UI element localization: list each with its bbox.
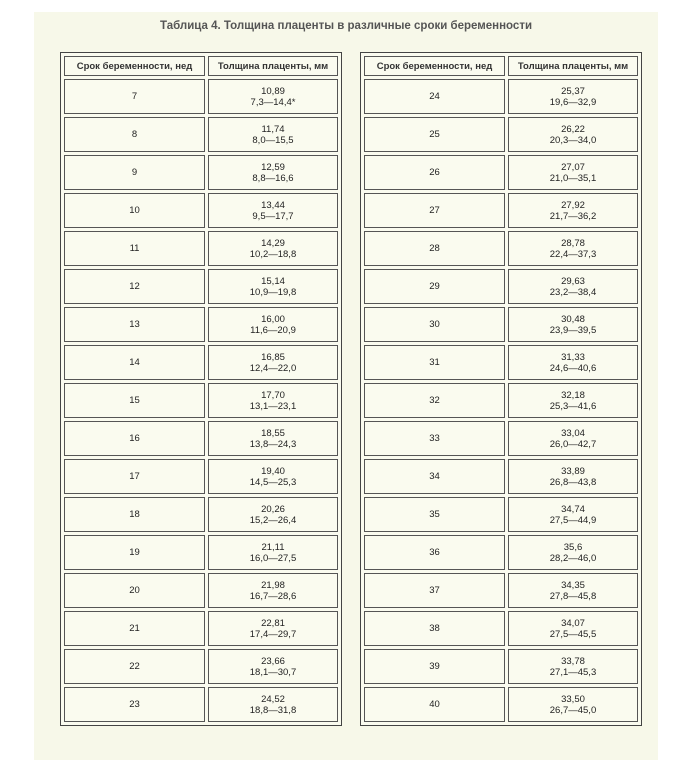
table-left-body: [64, 79, 338, 722]
thickness-range: 11,6—20,9: [250, 324, 296, 336]
table-row: [64, 193, 338, 228]
thickness-cell: [508, 687, 638, 722]
thickness-mean: 25,37: [561, 85, 585, 97]
thickness-range: 28,2—46,0: [549, 552, 597, 564]
table-row: [364, 687, 638, 722]
thickness-cell: [508, 497, 638, 532]
table-row: [64, 573, 338, 608]
thickness-range: 23,2—38,4: [549, 286, 597, 298]
column-header-thickness: Толщина плаценты, мм: [508, 56, 638, 76]
thickness-range: 21,7—36,2: [549, 210, 597, 222]
thickness-mean: 34,07: [561, 617, 585, 629]
thickness-range: 17,4—29,7: [249, 628, 297, 640]
table-row: [64, 155, 338, 190]
thickness-range: 15,2—26,4: [249, 514, 297, 526]
thickness-range: 16,0—27,5: [249, 552, 297, 564]
thickness-range: 23,9—39,5: [549, 324, 597, 336]
thickness-cell: [508, 459, 638, 494]
thickness-mean: 28,78: [561, 237, 585, 249]
thickness-range: 26,7—45,0: [549, 704, 597, 716]
table-row: [364, 573, 638, 608]
thickness-cell: [508, 193, 638, 228]
thickness-mean: 10,89: [261, 85, 285, 97]
table-panel: [34, 12, 658, 760]
thickness-mean: 32,18: [561, 389, 585, 401]
thickness-cell: [508, 155, 638, 190]
week-cell: 29: [364, 269, 505, 304]
week-cell: 27: [364, 193, 505, 228]
thickness-mean: 33,50: [561, 693, 585, 705]
thickness-range: 14,5—25,3: [249, 476, 297, 488]
table-row: [64, 459, 338, 494]
table-row: [364, 117, 638, 152]
column-header-thickness: Толщина плаценты, мм: [208, 56, 338, 76]
week-cell: 32: [364, 383, 505, 418]
thickness-cell: [508, 383, 638, 418]
week-cell: 33: [364, 421, 505, 456]
thickness-cell: [208, 231, 338, 266]
thickness-range: 18,1—30,7: [249, 666, 297, 678]
thickness-cell: [208, 79, 338, 114]
table-row: [364, 497, 638, 532]
thickness-mean: 13,44: [261, 199, 285, 211]
thickness-cell: [508, 611, 638, 646]
thickness-mean: 33,89: [561, 465, 585, 477]
table-row: [64, 345, 338, 380]
thickness-range: 13,1—23,1: [249, 400, 297, 412]
table-row: [364, 649, 638, 684]
thickness-cell: [208, 649, 338, 684]
table-row: [64, 231, 338, 266]
thickness-cell: [508, 269, 638, 304]
table-row: [364, 231, 638, 266]
thickness-cell: [508, 307, 638, 342]
thickness-mean: 33,04: [561, 427, 585, 439]
week-cell: 7: [64, 79, 205, 114]
week-cell: 19: [64, 535, 205, 570]
thickness-range: 24,6—40,6: [549, 362, 597, 374]
thickness-cell: [208, 345, 338, 380]
week-cell: 39: [364, 649, 505, 684]
week-cell: 11: [64, 231, 205, 266]
thickness-mean: 14,29: [261, 237, 285, 249]
thickness-range: 16,7—28,6: [249, 590, 297, 602]
thickness-range: 7,3—14,4*: [250, 96, 296, 108]
thickness-cell: [208, 497, 338, 532]
thickness-cell: [208, 117, 338, 152]
table-row: [64, 421, 338, 456]
week-cell: 18: [64, 497, 205, 532]
thickness-cell: [208, 383, 338, 418]
thickness-cell: [208, 459, 338, 494]
thickness-range: 10,9—19,8: [249, 286, 297, 298]
thickness-cell: [208, 193, 338, 228]
table-row: [364, 459, 638, 494]
thickness-range: 27,5—45,5: [549, 628, 597, 640]
thickness-range: 25,3—41,6: [549, 400, 597, 412]
thickness-range: 19,6—32,9: [549, 96, 597, 108]
table-row: [364, 155, 638, 190]
thickness-cell: [208, 573, 338, 608]
week-cell: 35: [364, 497, 505, 532]
week-cell: 13: [64, 307, 205, 342]
thickness-range: 21,0—35,1: [549, 172, 597, 184]
thickness-mean: 34,74: [561, 503, 585, 515]
thickness-mean: 15,14: [261, 275, 285, 287]
table-row: [64, 383, 338, 418]
week-cell: 23: [64, 687, 205, 722]
thickness-cell: [508, 345, 638, 380]
thickness-mean: 21,11: [261, 541, 285, 553]
thickness-cell: [208, 155, 338, 190]
table-row: [364, 611, 638, 646]
table-row: [64, 79, 338, 114]
table-row: [64, 117, 338, 152]
week-cell: 34: [364, 459, 505, 494]
thickness-mean: 12,59: [261, 161, 285, 173]
thickness-range: 9,5—17,7: [252, 210, 294, 222]
thickness-mean: 23,66: [261, 655, 285, 667]
table-row: [364, 193, 638, 228]
thickness-cell: [508, 573, 638, 608]
week-cell: 25: [364, 117, 505, 152]
week-cell: 37: [364, 573, 505, 608]
thickness-mean: 29,63: [561, 275, 585, 287]
table-row: [64, 269, 338, 304]
table-row: [364, 269, 638, 304]
table-row: [64, 307, 338, 342]
thickness-mean: 35,6: [563, 541, 583, 553]
week-cell: 8: [64, 117, 205, 152]
thickness-mean: 11,74: [261, 123, 285, 135]
table-title: Таблица 4. Толщина плаценты в различные сроки беременности: [159, 20, 533, 32]
week-cell: 26: [364, 155, 505, 190]
thickness-range: 12,4—22,0: [249, 362, 297, 374]
week-cell: 22: [64, 649, 205, 684]
table-row: [364, 307, 638, 342]
column-header-week: Срок беременности, нед: [64, 56, 205, 76]
thickness-cell: [508, 231, 638, 266]
week-cell: 17: [64, 459, 205, 494]
table-row: [364, 383, 638, 418]
table-row: [364, 79, 638, 114]
table-row: [364, 535, 638, 570]
thickness-range: 18,8—31,8: [249, 704, 297, 716]
thickness-mean: 16,00: [261, 313, 285, 325]
thickness-mean: 20,26: [261, 503, 285, 515]
table-row: [64, 687, 338, 722]
week-cell: 20: [64, 573, 205, 608]
thickness-mean: 26,22: [561, 123, 585, 135]
thickness-cell: [508, 535, 638, 570]
thickness-range: 27,8—45,8: [549, 590, 597, 602]
thickness-range: 27,1—45,3: [549, 666, 597, 678]
thickness-cell: [208, 269, 338, 304]
thickness-range: 20,3—34,0: [549, 134, 597, 146]
week-cell: 24: [364, 79, 505, 114]
thickness-mean: 24,52: [261, 693, 285, 705]
table-row: [364, 421, 638, 456]
thickness-mean: 31,33: [561, 351, 585, 363]
table-row: [364, 345, 638, 380]
thickness-range: 8,0—15,5: [252, 134, 294, 146]
column-header-week: Срок беременности, нед: [364, 56, 505, 76]
thickness-mean: 34,35: [561, 579, 585, 591]
thickness-range: 27,5—44,9: [549, 514, 597, 526]
week-cell: 28: [364, 231, 505, 266]
week-cell: 15: [64, 383, 205, 418]
thickness-mean: 16,85: [261, 351, 285, 363]
week-cell: 10: [64, 193, 205, 228]
thickness-mean: 30,48: [561, 313, 585, 325]
thickness-mean: 33,78: [561, 655, 585, 667]
thickness-range: 26,8—43,8: [549, 476, 597, 488]
week-cell: 31: [364, 345, 505, 380]
table-row: [64, 649, 338, 684]
thickness-mean: 27,92: [561, 199, 585, 211]
thickness-cell: [508, 79, 638, 114]
week-cell: 21: [64, 611, 205, 646]
thickness-range: 22,4—37,3: [549, 248, 597, 260]
thickness-cell: [208, 307, 338, 342]
week-cell: 38: [364, 611, 505, 646]
thickness-mean: 19,40: [261, 465, 285, 477]
thickness-cell: [508, 421, 638, 456]
thickness-mean: 18,55: [261, 427, 285, 439]
table-header-row: [364, 56, 638, 76]
thickness-mean: 27,07: [561, 161, 585, 173]
thickness-cell: [208, 687, 338, 722]
table-right-body: [364, 79, 638, 722]
thickness-mean: 17,70: [261, 389, 285, 401]
week-cell: 30: [364, 307, 505, 342]
table-divider: [344, 52, 354, 747]
table-row: [64, 535, 338, 570]
week-cell: 12: [64, 269, 205, 304]
thickness-mean: 22,81: [261, 617, 285, 629]
table-header-row: [64, 56, 338, 76]
week-cell: 40: [364, 687, 505, 722]
table-row: [64, 497, 338, 532]
thickness-range: 8,8—16,6: [252, 172, 294, 184]
thickness-cell: [508, 649, 638, 684]
thickness-cell: [208, 611, 338, 646]
table-row: [64, 611, 338, 646]
thickness-range: 10,2—18,8: [249, 248, 297, 260]
week-cell: 9: [64, 155, 205, 190]
thickness-range: 13,8—24,3: [249, 438, 297, 450]
thickness-cell: [508, 117, 638, 152]
table-left: [60, 52, 342, 726]
week-cell: 36: [364, 535, 505, 570]
thickness-cell: [208, 421, 338, 456]
table-right: [360, 52, 642, 726]
thickness-cell: [208, 535, 338, 570]
week-cell: 16: [64, 421, 205, 456]
thickness-mean: 21,98: [261, 579, 285, 591]
week-cell: 14: [64, 345, 205, 380]
thickness-range: 26,0—42,7: [549, 438, 597, 450]
